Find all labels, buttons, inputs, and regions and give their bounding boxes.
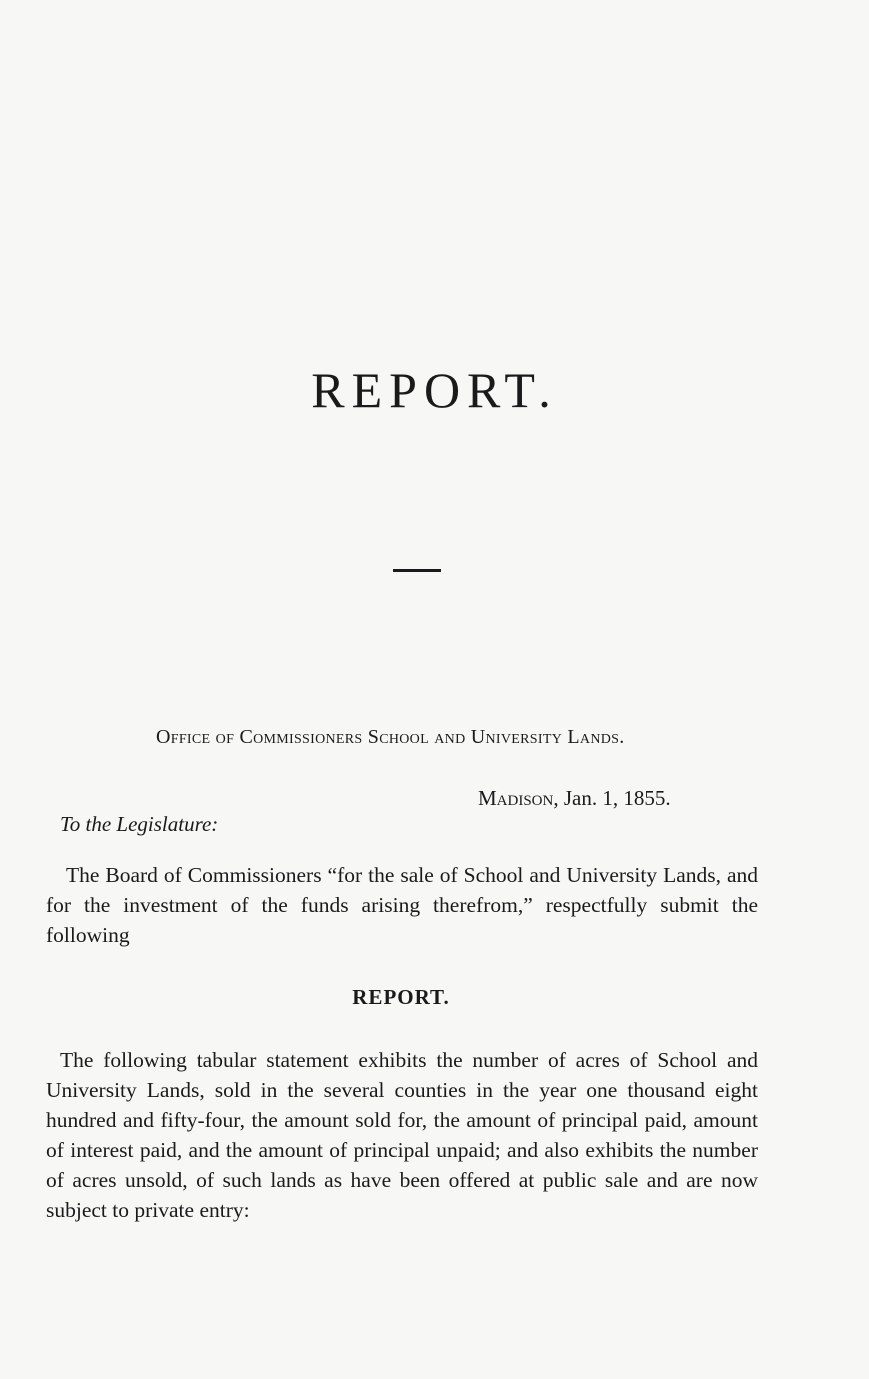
body-paragraph: The following tabular statement exhibits the number of acres of School and University Lands, sold in the several counties in the year one thousand eight hundred and fifty-four, the amount sold for, the amount of principal paid, amount of interest paid, and the amount of principal unpaid; and also exhibits the number of acres unsold, of such lands as have been offered at public sale and are now subject to private entry: [46, 1048, 758, 1222]
intro-paragraph: The Board of Commissioners “for the sale of School and University Lands, and for the investment of the funds arising therefrom,” respectfully submit the following [46, 863, 758, 947]
page-title: REPORT. [311, 362, 558, 418]
section-heading: REPORT. [352, 985, 450, 1009]
salutation: To the Legislature: [60, 812, 219, 836]
title-divider [393, 569, 441, 572]
dateline-date: Jan. 1, 1855. [563, 786, 671, 810]
dateline [478, 786, 671, 811]
dateline-place: Madison, [478, 786, 559, 810]
office-heading: Office of Commissioners School and University Lands. [156, 726, 625, 748]
